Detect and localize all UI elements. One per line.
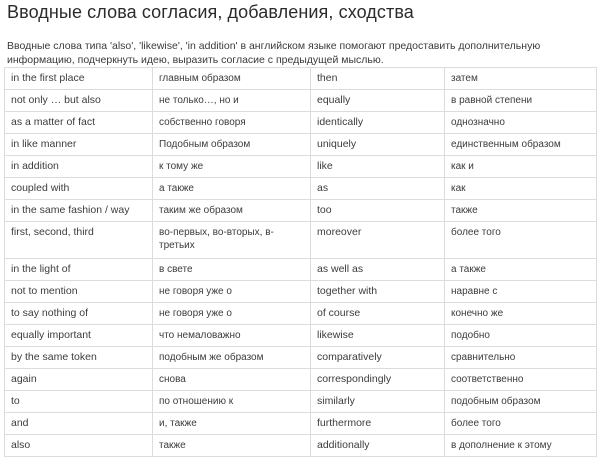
- russian-translation: сравнительно: [445, 347, 597, 369]
- table-row: [5, 281, 597, 303]
- russian-translation: что немаловажно: [153, 325, 311, 347]
- table-row: [5, 134, 597, 156]
- table-row: [5, 222, 597, 259]
- russian-translation: также: [153, 435, 311, 457]
- russian-translation: таким же образом: [153, 200, 311, 222]
- english-phrase: in the light of: [5, 259, 153, 281]
- english-phrase: together with: [311, 281, 445, 303]
- russian-translation: подобно: [445, 325, 597, 347]
- vocabulary-table: [4, 67, 597, 457]
- russian-translation: собственно говоря: [153, 112, 311, 134]
- russian-translation: во-первых, во-вторых, в-третьих: [153, 222, 311, 259]
- table-row: [5, 178, 597, 200]
- english-phrase: coupled with: [5, 178, 153, 200]
- russian-translation: затем: [445, 68, 597, 90]
- russian-translation: и, также: [153, 413, 311, 435]
- english-phrase: first, second, third: [5, 222, 153, 259]
- russian-translation: как и: [445, 156, 597, 178]
- english-phrase: like: [311, 156, 445, 178]
- english-phrase: as: [311, 178, 445, 200]
- russian-translation: подобным образом: [445, 391, 597, 413]
- russian-translation: также: [445, 200, 597, 222]
- russian-translation: как: [445, 178, 597, 200]
- table-row: [5, 303, 597, 325]
- table-row: [5, 347, 597, 369]
- english-phrase: identically: [311, 112, 445, 134]
- english-phrase: uniquely: [311, 134, 445, 156]
- page-title: Вводные слова согласия, добавления, сходства: [7, 2, 414, 22]
- russian-translation: соответственно: [445, 369, 597, 391]
- english-phrase: not to mention: [5, 281, 153, 303]
- russian-translation: Подобным образом: [153, 134, 311, 156]
- table-row: [5, 90, 597, 112]
- table-row: [5, 112, 597, 134]
- russian-translation: в равной степени: [445, 90, 597, 112]
- russian-translation: не только…, но и: [153, 90, 311, 112]
- english-phrase: similarly: [311, 391, 445, 413]
- english-phrase: moreover: [311, 222, 445, 259]
- english-phrase: in the first place: [5, 68, 153, 90]
- english-phrase: likewise: [311, 325, 445, 347]
- english-phrase: in the same fashion / way: [5, 200, 153, 222]
- english-phrase: too: [311, 200, 445, 222]
- english-phrase: equally important: [5, 325, 153, 347]
- english-phrase: comparatively: [311, 347, 445, 369]
- english-phrase: equally: [311, 90, 445, 112]
- english-phrase: additionally: [311, 435, 445, 457]
- table-row: [5, 413, 597, 435]
- intro-paragraph: Вводные слова типа 'also', 'likewise', 'in addition' в английском языке помогают предоставить дополнительную информацию, подчеркнуть идею, выразить согласие с предыдущей мыслью.: [7, 40, 541, 66]
- english-phrase: in like manner: [5, 134, 153, 156]
- russian-translation: конечно же: [445, 303, 597, 325]
- english-phrase: furthermore: [311, 413, 445, 435]
- russian-translation: подобным же образом: [153, 347, 311, 369]
- english-phrase: not only … but also: [5, 90, 153, 112]
- table-row: [5, 435, 597, 457]
- table-row: [5, 156, 597, 178]
- russian-translation: однозначно: [445, 112, 597, 134]
- russian-translation: не говоря уже о: [153, 303, 311, 325]
- russian-translation: более того: [445, 413, 597, 435]
- english-phrase: and: [5, 413, 153, 435]
- english-phrase: again: [5, 369, 153, 391]
- english-phrase: correspondingly: [311, 369, 445, 391]
- table-row: [5, 325, 597, 347]
- russian-translation: более того: [445, 222, 597, 259]
- russian-translation: единственным образом: [445, 134, 597, 156]
- russian-translation: а также: [153, 178, 311, 200]
- english-phrase: by the same token: [5, 347, 153, 369]
- russian-translation: снова: [153, 369, 311, 391]
- english-phrase: to say nothing of: [5, 303, 153, 325]
- russian-translation: главным образом: [153, 68, 311, 90]
- table-row: [5, 369, 597, 391]
- english-phrase: then: [311, 68, 445, 90]
- english-phrase: also: [5, 435, 153, 457]
- table-row: [5, 391, 597, 413]
- russian-translation: наравне с: [445, 281, 597, 303]
- russian-translation: в дополнение к этому: [445, 435, 597, 457]
- english-phrase: to: [5, 391, 153, 413]
- english-phrase: as a matter of fact: [5, 112, 153, 134]
- russian-translation: к тому же: [153, 156, 311, 178]
- russian-translation: а также: [445, 259, 597, 281]
- english-phrase: as well as: [311, 259, 445, 281]
- russian-translation: в свете: [153, 259, 311, 281]
- table-row: [5, 259, 597, 281]
- table-row: [5, 200, 597, 222]
- english-phrase: in addition: [5, 156, 153, 178]
- russian-translation: по отношению к: [153, 391, 311, 413]
- english-phrase: of course: [311, 303, 445, 325]
- russian-translation: не говоря уже о: [153, 281, 311, 303]
- table-row: [5, 68, 597, 90]
